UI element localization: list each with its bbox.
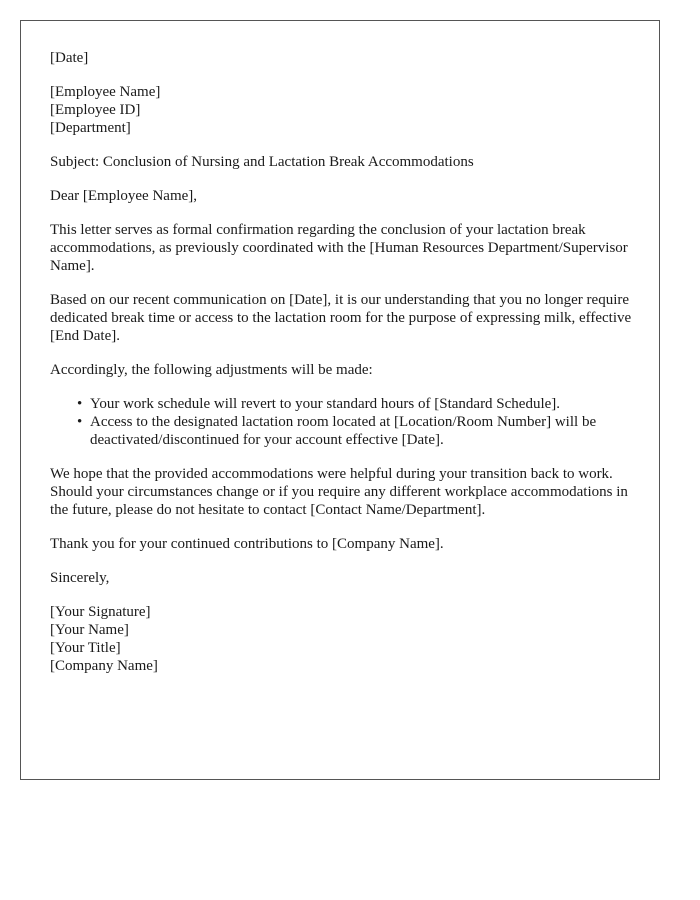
signer-title: [Your Title] (50, 640, 121, 656)
recipient-block (50, 83, 638, 137)
bullet-icon: • (77, 396, 83, 412)
paragraph-communication: Based on our recent communication on [Date], it is our understanding that you no longer require dedicated break time or access to the lactation room for the purpose of expressing milk, effective [End Date]. (50, 292, 632, 344)
letter-date: [Date] (50, 50, 89, 66)
salutation: Dear [Employee Name], (50, 188, 198, 204)
adjustment-schedule: Your work schedule will revert to your standard hours of [Standard Schedule]. (90, 396, 561, 412)
recipient-id: [Employee ID] (50, 102, 141, 118)
paragraph-confirmation: This letter serves as formal confirmation regarding the conclusion of your lactation break accommodations, as previously coordinated with the [Human Resources Department/Supervisor Name]. (50, 222, 628, 274)
recipient-department: [Department] (50, 120, 131, 136)
thanks-line: Thank you for your continued contributions to [Company Name]. (50, 536, 444, 552)
paragraph-closing-note: We hope that the provided accommodations were helpful during your transition back to work. Should your circumstances change or if you require any different workplace accommodations in the future, please do not hesitate to contact [Contact Name/Department]. (50, 466, 628, 518)
signer-name: [Your Name] (50, 622, 129, 638)
adjustments-intro: Accordingly, the following adjustments will be made: (50, 362, 373, 378)
adjustments-list (50, 395, 638, 449)
closing-line: Sincerely, (50, 570, 110, 586)
adjustment-room-access: Access to the designated lactation room located at [Location/Room Number] will be deactivated/discontinued for your account effective [Date]. (90, 414, 597, 448)
signer-company: [Company Name] (50, 658, 158, 674)
list-item (77, 395, 638, 413)
date-line (50, 49, 638, 67)
signature-placeholder: [Your Signature] (50, 604, 151, 620)
signature-block (50, 603, 638, 675)
subject-line: Subject: Conclusion of Nursing and Lactation Break Accommodations (50, 154, 474, 170)
letter-frame (20, 20, 660, 780)
bullet-icon: • (77, 414, 83, 430)
recipient-name: [Employee Name] (50, 84, 161, 100)
letter-body (50, 49, 638, 691)
list-item (77, 413, 638, 449)
